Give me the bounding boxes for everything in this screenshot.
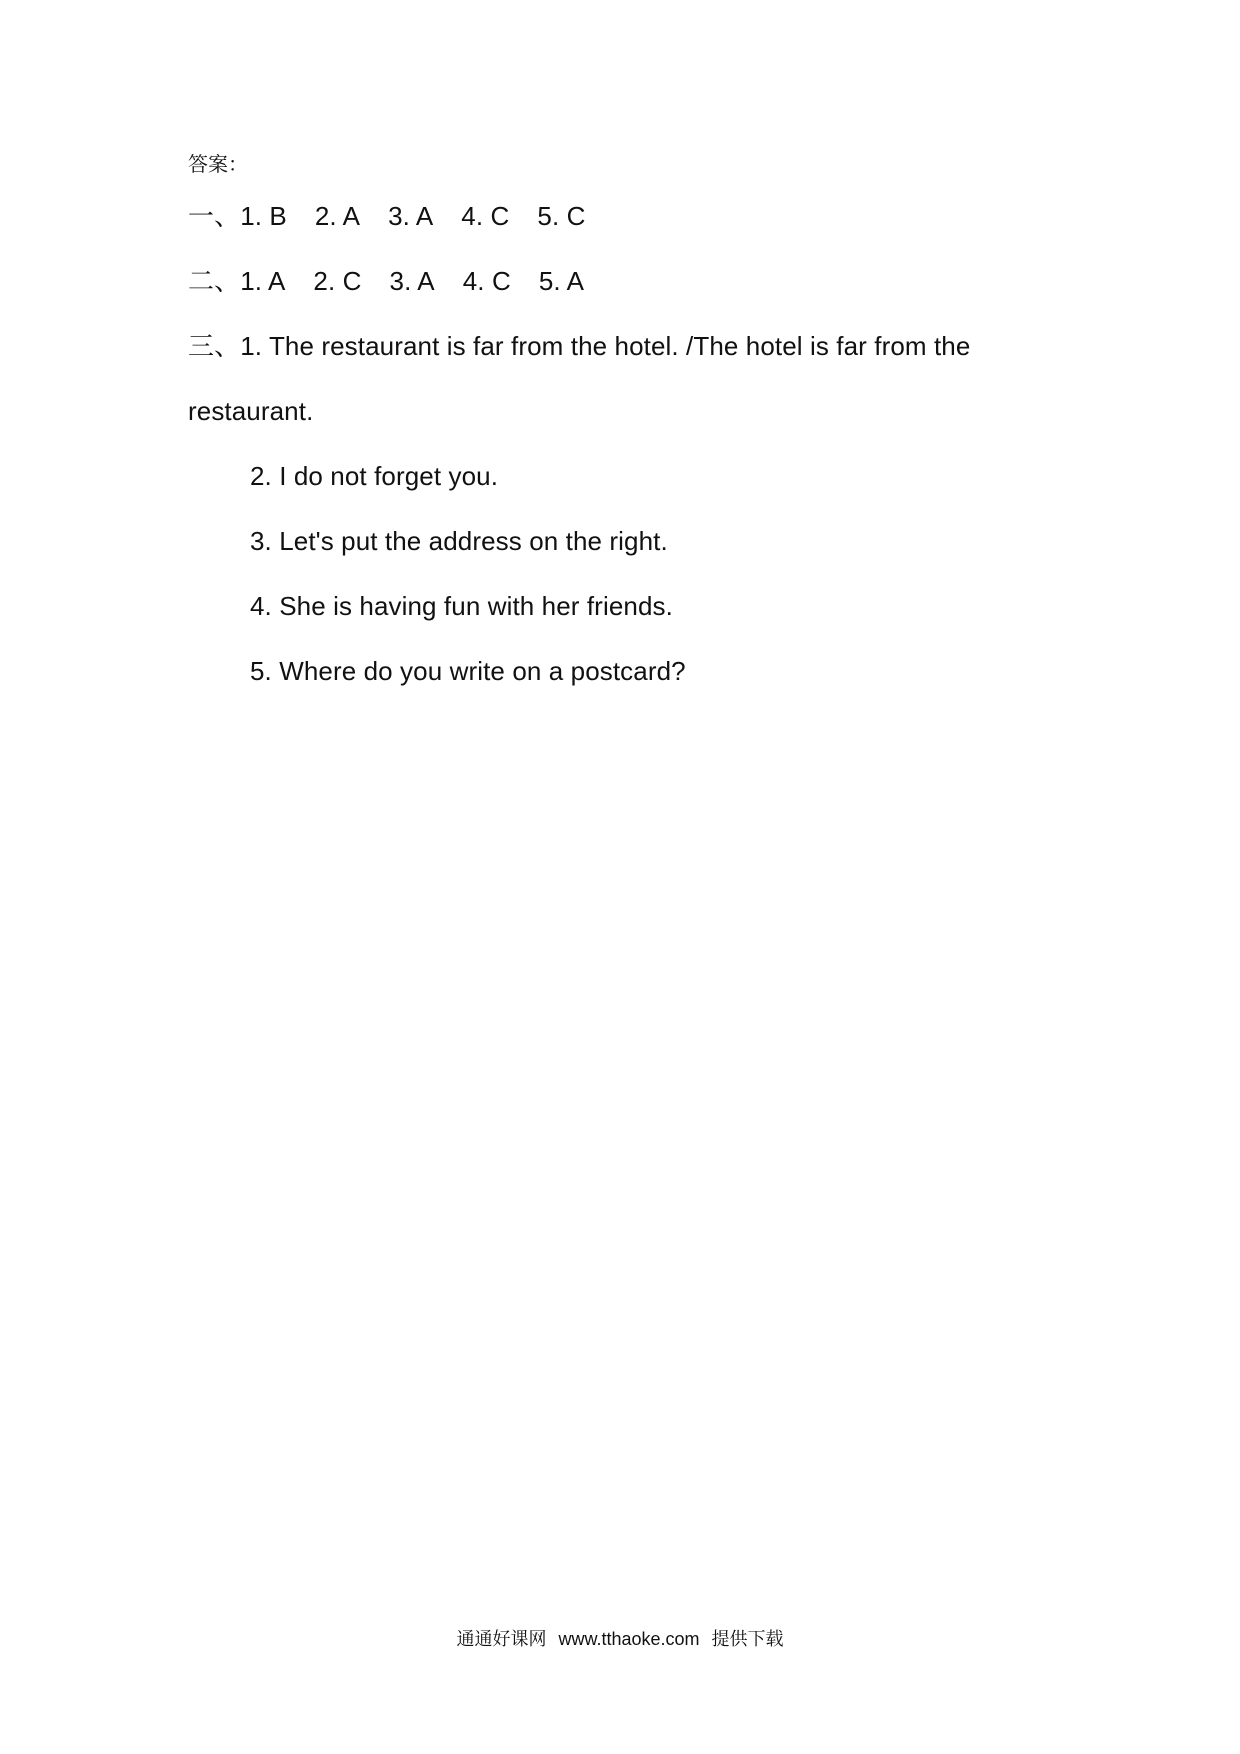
section-3-marker: 三、: [188, 331, 241, 361]
section-1-answer-1: 1. B: [240, 201, 287, 231]
section-2-answer-1: 1. A: [240, 266, 286, 296]
section-3-item-5: 5. Where do you write on a postcard?: [250, 656, 686, 686]
section-2-answers: [240, 263, 612, 299]
section-2-answer-3: 3. A: [389, 266, 435, 296]
section-2-line: [188, 263, 612, 299]
section-3-item-1-line-2: restaurant.: [188, 396, 314, 426]
section-1-answers: [240, 198, 613, 234]
section-1-answer-3: 3. A: [388, 201, 434, 231]
section-1-answer-5: 5. C: [537, 201, 586, 231]
section-1-line: [188, 198, 613, 234]
section-2-answer-4: 4. C: [462, 266, 511, 296]
section-2-marker: 二、: [188, 266, 241, 296]
section-1-answer-4: 4. C: [461, 201, 510, 231]
section-3-item-1-text: 1. The restaurant is far from the hotel. /The hotel is far from the: [240, 331, 971, 361]
answer-heading: 答案：: [188, 154, 248, 176]
footer-url: www.tthaoke.com: [558, 1629, 700, 1649]
section-3-item-1-line-1: [188, 328, 970, 364]
section-2-answer-2: 2. C: [313, 266, 362, 296]
section-1-marker: 一、: [188, 201, 241, 231]
section-3-item-3: 3. Let's put the address on the right.: [250, 526, 668, 556]
section-3-item-2: 2. I do not forget you.: [250, 461, 499, 491]
section-3-item-4: 4. She is having fun with her friends.: [250, 591, 673, 621]
footer-suffix: 提供下载: [711, 1629, 784, 1649]
section-2-answer-5: 5. A: [538, 266, 585, 296]
page-footer: [0, 1626, 1240, 1652]
footer-site-name: 通通好课网: [456, 1629, 547, 1649]
section-1-answer-2: 2. A: [314, 201, 361, 231]
